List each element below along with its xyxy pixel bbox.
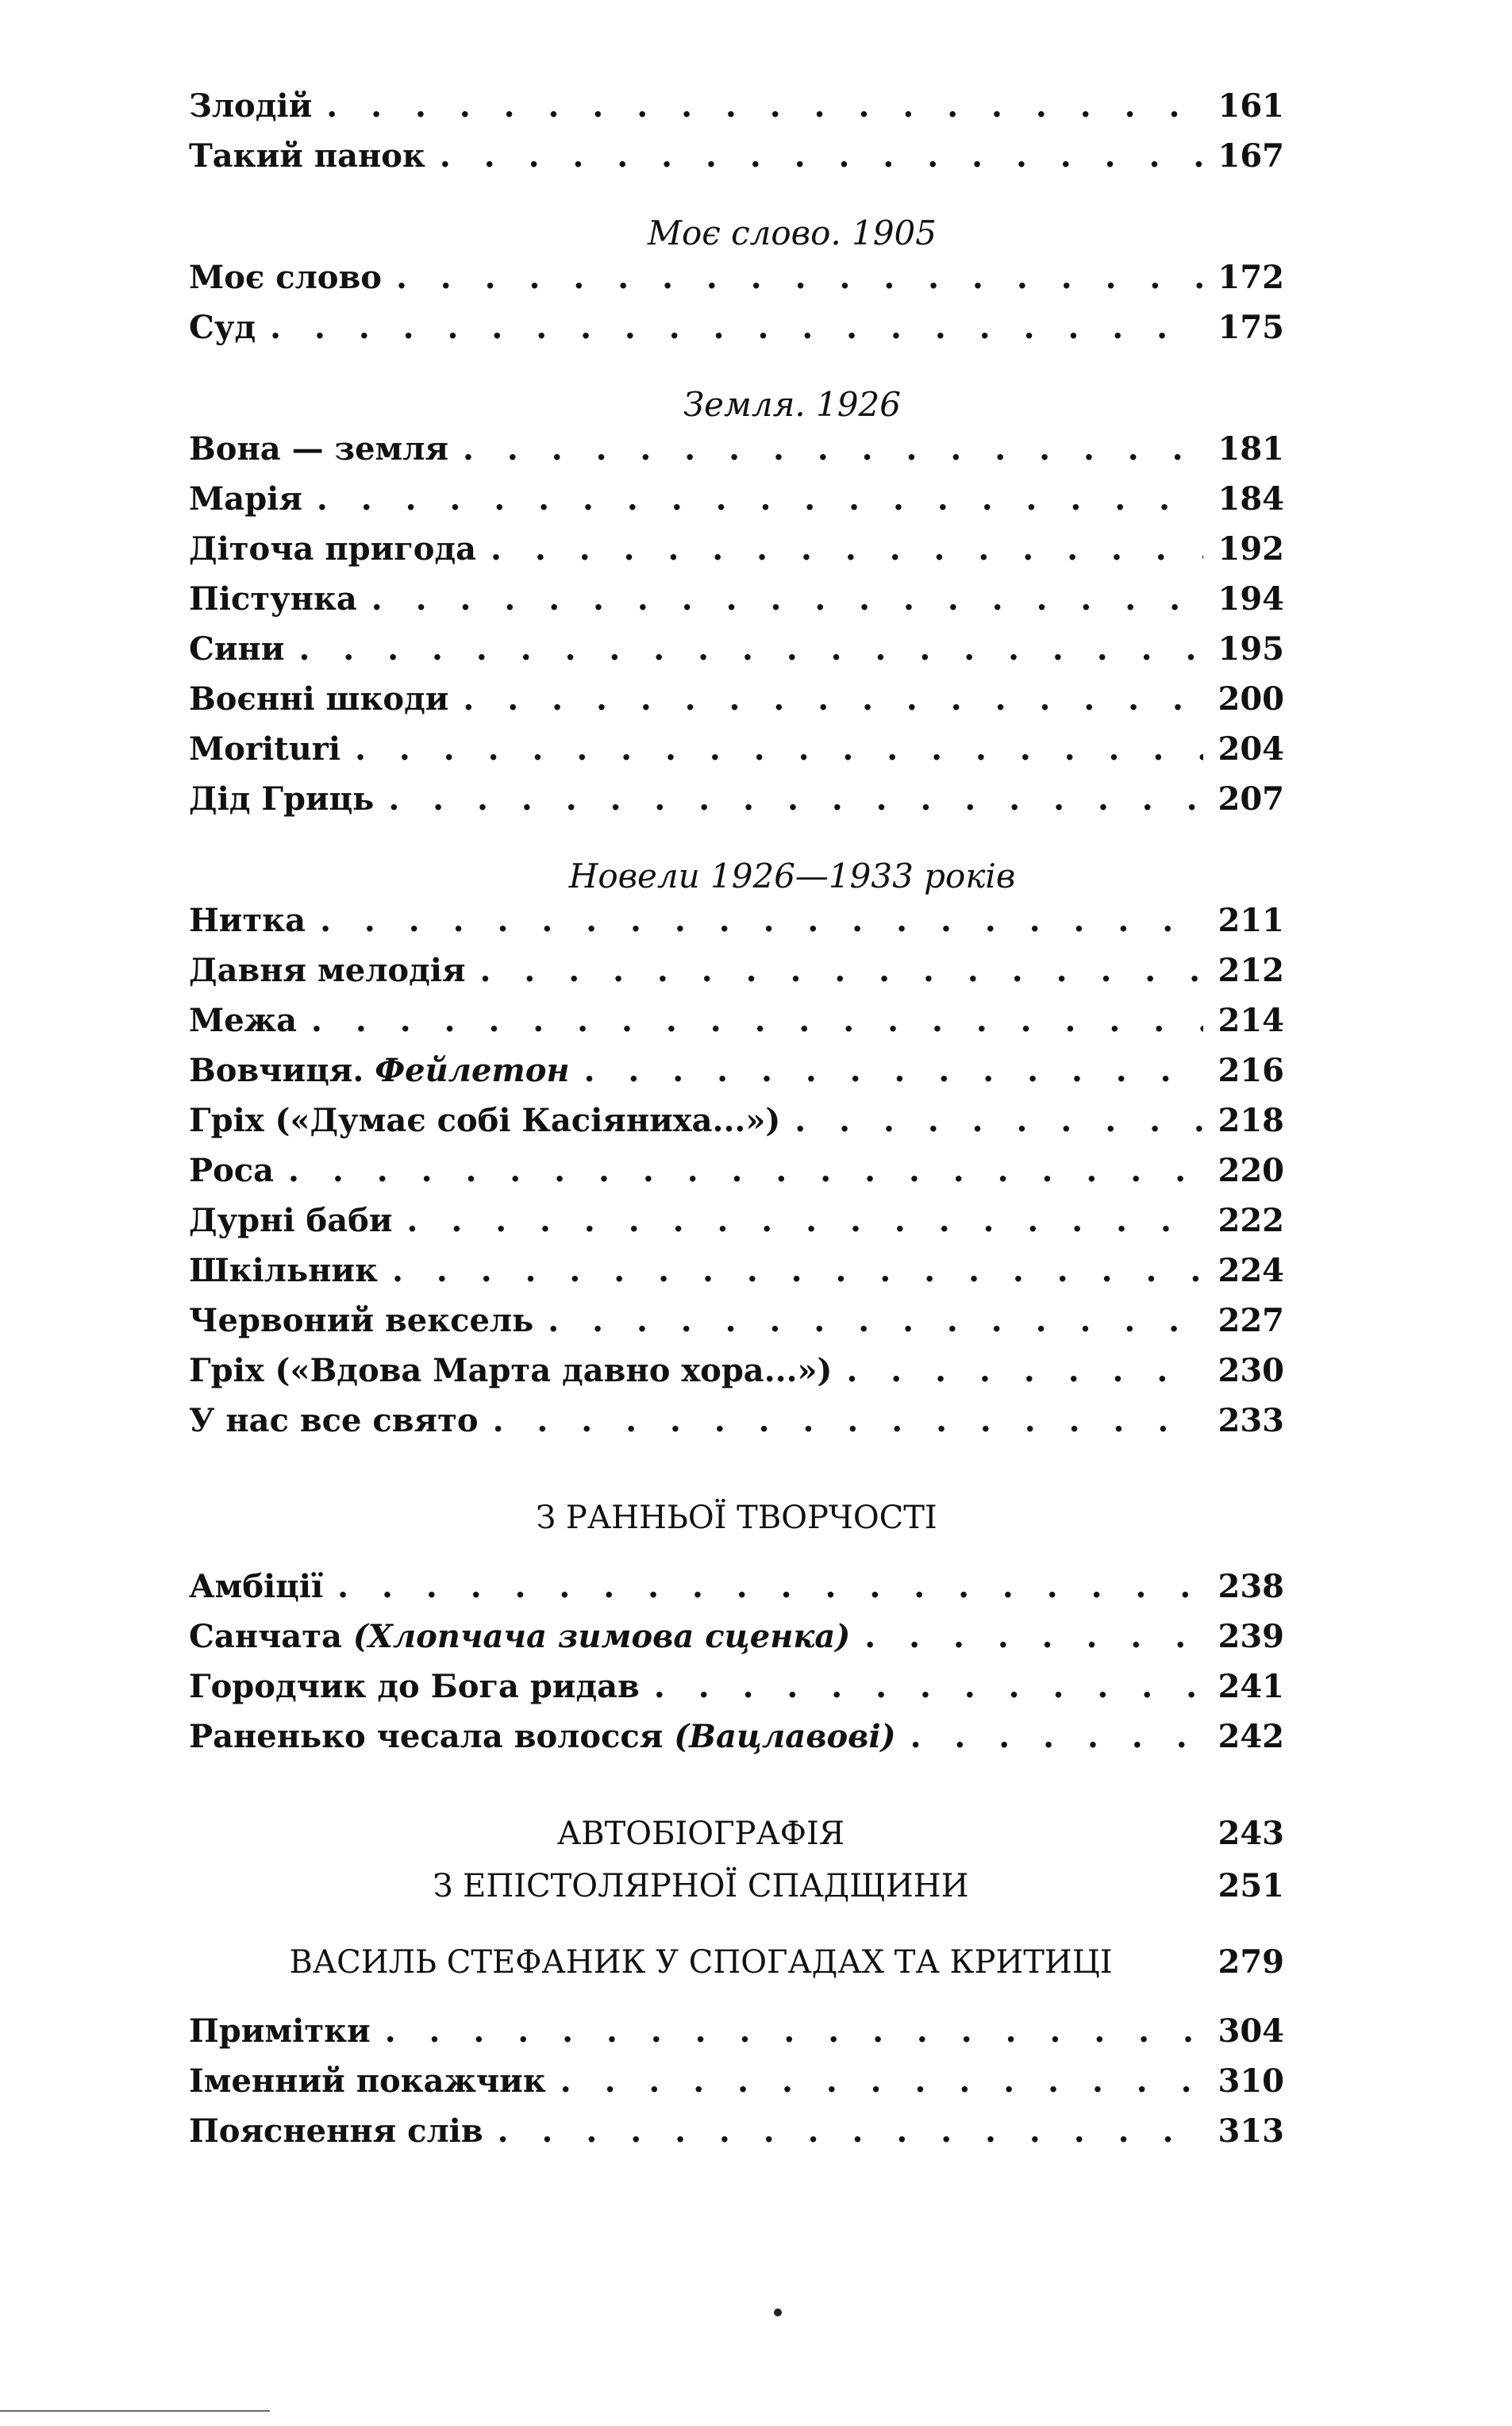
leader-dots — [794, 1102, 1203, 1139]
caps-title: АВТОБІОГРАФІЯ — [556, 1816, 845, 1852]
toc-entry[interactable] — [189, 1352, 1284, 1402]
entry-title: Примітки — [189, 2012, 371, 2050]
toc-entry[interactable] — [189, 1252, 1284, 1302]
entry-title: Вона — земля — [189, 430, 449, 468]
entry-page: 241 — [1218, 1668, 1284, 1705]
caps-title: ВАСИЛЬ СТЕФАНИК У СПОГАДАХ ТА КРИТИЦІ — [289, 1944, 1113, 1981]
entry-subtitle: (Вацлавові) — [674, 1718, 896, 1755]
toc-entry[interactable] — [189, 2012, 1284, 2062]
entry-page: 214 — [1218, 1002, 1284, 1039]
entry-page: 172 — [1218, 259, 1284, 296]
entry-title: Марія — [189, 480, 302, 518]
entry-title: Роса — [189, 1152, 275, 1189]
toc-entry[interactable] — [189, 1102, 1284, 1152]
leader-dots — [311, 1002, 1203, 1039]
table-of-contents — [189, 87, 1284, 2162]
entry-page: 222 — [1218, 1202, 1284, 1239]
entry-title: Пістунка — [189, 580, 357, 618]
entry-page: 161 — [1218, 87, 1284, 125]
section-heading: Моє слово. 1905 — [647, 214, 937, 252]
toc-entry[interactable] — [189, 430, 1284, 480]
toc-entry[interactable] — [189, 2062, 1284, 2112]
entry-title — [189, 1618, 850, 1655]
toc-entry[interactable] — [189, 630, 1284, 680]
toc-entry[interactable] — [189, 1718, 1284, 1768]
toc-entry[interactable] — [189, 952, 1284, 1002]
entry-page: 310 — [1218, 2062, 1284, 2100]
entry-page: 216 — [1218, 1052, 1284, 1089]
leader-dots — [654, 1668, 1203, 1705]
entry-subtitle: Фейлетон — [375, 1052, 570, 1089]
leader-dots — [864, 1618, 1203, 1655]
toc-entry[interactable] — [189, 2112, 1284, 2162]
leader-dots — [396, 259, 1203, 296]
leader-dots — [440, 137, 1203, 175]
toc-entry[interactable] — [189, 309, 1284, 359]
leader-dots — [584, 1052, 1203, 1089]
toc-entry[interactable] — [189, 259, 1284, 309]
leader-dots — [288, 1152, 1203, 1189]
entry-page: 204 — [1218, 730, 1284, 768]
entry-page: 230 — [1218, 1352, 1284, 1389]
entry-page: 175 — [1218, 309, 1284, 346]
toc-entry[interactable] — [189, 1402, 1284, 1452]
toc-entry[interactable] — [189, 1152, 1284, 1202]
entry-title — [189, 1718, 896, 1755]
leader-dots — [406, 1202, 1203, 1239]
entry-page: 279 — [1218, 1943, 1284, 1981]
entry-title: Моє слово — [189, 259, 382, 296]
entry-page: 313 — [1218, 2112, 1284, 2150]
toc-entry[interactable] — [189, 680, 1284, 730]
toc-entry[interactable] — [189, 87, 1284, 137]
entry-page: 212 — [1218, 952, 1284, 989]
leader-dots — [560, 2062, 1203, 2100]
entry-page: 218 — [1218, 1102, 1284, 1139]
leader-dots — [355, 730, 1203, 768]
entry-title: Дід Гриць — [189, 780, 375, 818]
bottom-rule — [0, 2410, 270, 2412]
entry-page: 167 — [1218, 137, 1284, 175]
entry-title: Нитка — [189, 902, 306, 939]
leader-dots — [317, 480, 1203, 518]
toc-entry[interactable] — [189, 1002, 1284, 1052]
entry-title: Moriturі — [189, 730, 341, 768]
page-bullet-mark — [774, 2309, 782, 2316]
toc-entry[interactable] — [189, 1618, 1284, 1668]
toc-entry[interactable] — [189, 580, 1284, 630]
leader-dots — [463, 430, 1203, 468]
toc-entry[interactable] — [189, 1052, 1284, 1102]
entry-title: Суд — [189, 309, 256, 346]
toc-entry[interactable] — [189, 1668, 1284, 1718]
leader-dots — [498, 2112, 1203, 2150]
entry-page: 233 — [1218, 1402, 1284, 1439]
entry-title: Городчик до Бога ридав — [189, 1668, 640, 1705]
entry-page: 242 — [1218, 1718, 1284, 1755]
entry-page: 211 — [1218, 902, 1284, 939]
toc-entry[interactable] — [189, 1568, 1284, 1618]
entry-page: 192 — [1218, 530, 1284, 568]
leader-dots — [491, 530, 1203, 568]
leader-dots — [910, 1718, 1203, 1755]
entry-title: У нас все свято — [189, 1402, 479, 1439]
toc-entry[interactable] — [189, 730, 1284, 780]
leader-dots — [270, 309, 1203, 346]
leader-dots — [326, 87, 1203, 125]
entry-title — [189, 1052, 570, 1089]
caps-title: З РАННЬОЇ ТВОРЧОСТІ — [536, 1500, 937, 1536]
entry-title: Гріх («Вдова Марта давно хора...») — [189, 1352, 833, 1389]
entry-page: 184 — [1218, 480, 1284, 518]
entry-page: 304 — [1218, 2012, 1284, 2050]
entry-title: Пояснення слів — [189, 2112, 483, 2150]
entry-page: 239 — [1218, 1618, 1284, 1655]
leader-dots — [298, 630, 1203, 668]
caps-title: З ЕПІСТОЛЯРНОЇ СПАДЩИНИ — [433, 1868, 969, 1904]
toc-caps-entry[interactable] — [189, 1860, 1284, 1912]
toc-caps-entry[interactable] — [189, 1808, 1284, 1860]
entry-page: 200 — [1218, 680, 1284, 718]
entry-page: 194 — [1218, 580, 1284, 618]
leader-dots — [493, 1402, 1203, 1439]
toc-entry[interactable] — [189, 1202, 1284, 1252]
entry-title: Амбіції — [189, 1568, 324, 1605]
leader-dots — [337, 1568, 1203, 1605]
leader-dots — [480, 952, 1203, 989]
entry-title: Гріх («Думає собі Касіяниха...») — [189, 1102, 781, 1139]
toc-entry[interactable] — [189, 480, 1284, 530]
entry-title: Іменний покажчик — [189, 2062, 546, 2100]
entry-title: Діточа пригода — [189, 530, 477, 568]
leader-dots — [371, 580, 1203, 618]
entry-title-main: Санчата — [189, 1618, 342, 1655]
section-heading-caps — [189, 1492, 1284, 1544]
entry-title: Сини — [189, 630, 285, 668]
leader-dots — [392, 1252, 1203, 1289]
toc-entry[interactable] — [189, 902, 1284, 952]
entry-subtitle: (Хлопчача зимова сценка) — [352, 1618, 851, 1655]
entry-title: Давня мелодія — [189, 952, 466, 989]
section-heading: Новели 1926—1933 років — [568, 857, 1016, 895]
leader-dots — [388, 780, 1203, 818]
entry-page: 181 — [1218, 430, 1284, 468]
toc-entry[interactable] — [189, 780, 1284, 830]
entry-page: 207 — [1218, 780, 1284, 818]
entry-title: Червоний вексель — [189, 1302, 534, 1339]
entry-page: 227 — [1218, 1302, 1284, 1339]
entry-title: Злодій — [189, 87, 313, 125]
entry-title-main: Вовчиця. — [189, 1052, 364, 1089]
leader-dots — [320, 902, 1203, 939]
toc-entry[interactable] — [189, 1302, 1284, 1352]
section-heading: Земля. 1926 — [683, 385, 901, 424]
toc-entry[interactable] — [189, 530, 1284, 580]
entry-page: 251 — [1218, 1867, 1284, 1904]
entry-title-main: Раненько чесала волосся — [189, 1718, 664, 1755]
entry-page: 224 — [1218, 1252, 1284, 1289]
entry-title: Шкільник — [189, 1252, 378, 1289]
entry-title: Такий панок — [189, 137, 425, 175]
leader-dots — [385, 2012, 1203, 2050]
toc-entry[interactable] — [189, 137, 1284, 187]
entry-title: Воєнні шкоди — [189, 680, 449, 718]
leader-dots — [846, 1352, 1203, 1389]
leader-dots — [463, 680, 1203, 718]
entry-title: Дурні баби — [189, 1202, 393, 1239]
leader-dots — [548, 1302, 1203, 1339]
toc-caps-entry[interactable] — [189, 1936, 1284, 1989]
entry-page: 220 — [1218, 1152, 1284, 1189]
entry-page: 195 — [1218, 630, 1284, 668]
entry-page: 243 — [1218, 1815, 1284, 1852]
entry-title: Межа — [189, 1002, 298, 1039]
entry-page: 238 — [1218, 1568, 1284, 1605]
